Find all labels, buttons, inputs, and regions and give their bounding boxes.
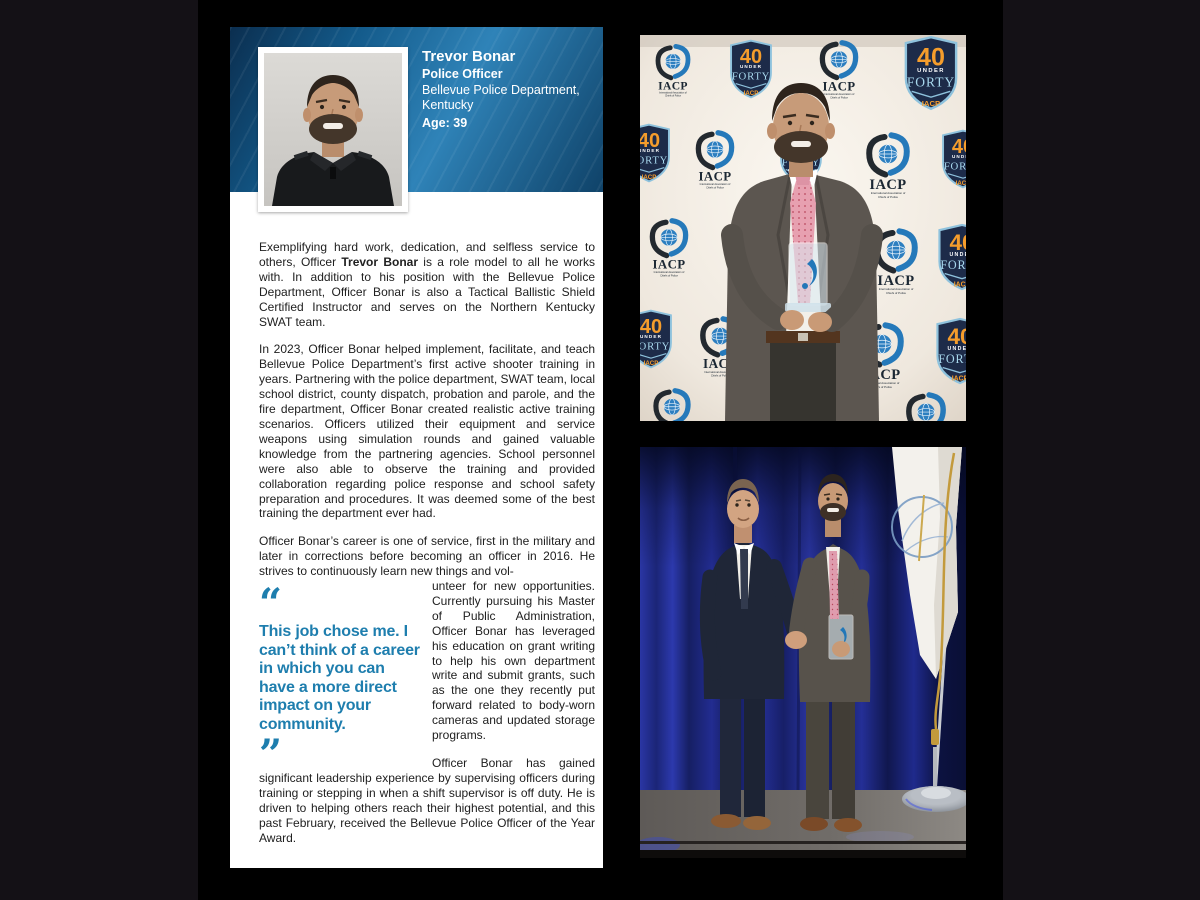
officer-name: Trevor Bonar xyxy=(422,48,516,65)
paragraph-3-continued: unteer for new opportunities. Currently pursuing his Master of Public Administration, Officer Bonar has leveraged his education on grant writing to help his own department write and submit grants, such as the one they recently put forward related to body-worn cameras and updated storage programs. xyxy=(432,579,595,743)
paragraph-1-bold-name: Trevor Bonar xyxy=(341,254,419,269)
officer-portrait-photo xyxy=(258,47,408,212)
paragraph-4: Officer Bonar has gained significant leadership experience by supervising officers during training or stepping in when a shift supervisor is off duty. He is driven to helping others reach their highest potential, and this past February, received the Bellevue Police Officer of the Year Award. xyxy=(259,756,595,845)
officer-age: Age: 39 xyxy=(422,116,468,130)
profile-body-text xyxy=(230,192,603,845)
officer-org-line1: Bellevue Police Department, xyxy=(422,83,580,97)
handshake-photo xyxy=(640,447,966,858)
paragraph-2: In 2023, Officer Bonar helped implement, facilitate, and teach Bellevue Police Department’s first active shooter training in years. Partnering with the police department, SWAT team, local school district, county dispatch, probation and parole, and the fire department, Officer Bonar created realistic active training scenarios. Officers utilized their equipment and service weapons using simulation rounds and gained valuable knowledge from the partnering agencies. School personnel were also able to observe the training and provided collaboration regarding police response and school safety preparation and procedures. It was deemed some of the best training the department ever had. xyxy=(259,342,595,521)
award-photo xyxy=(640,35,966,421)
officer-org-line2: Kentucky xyxy=(422,98,474,112)
stage-edge xyxy=(640,850,966,858)
close-quote-icon: ” xyxy=(259,731,281,779)
award-photo-illustration xyxy=(640,35,966,421)
handshake-hands xyxy=(785,631,807,649)
open-quote-icon: “ xyxy=(259,580,281,628)
profile-header-text xyxy=(422,47,595,132)
flag-tassel xyxy=(931,729,939,745)
portrait-illustration xyxy=(264,53,402,206)
profile-card xyxy=(230,27,603,868)
paragraph-3-intro: Officer Bonar’s career is one of service, first in the military and later in corrections before becoming an officer in 2016. He strives to continuously learn new things and vol- xyxy=(259,534,595,579)
award-trophy xyxy=(785,243,831,312)
pull-quote-text: This job chose me. I can’t think of a career in which you can have a more direct impact on your community. xyxy=(259,623,420,733)
paragraph-1 xyxy=(259,240,595,329)
officer-title: Police Officer xyxy=(422,67,503,81)
handshake-photo-illustration xyxy=(640,447,966,858)
quote-wrap-zone xyxy=(259,579,595,845)
paragraph-1-lead: Exemplifying hard work, dedication, and selfless service to others, Officer xyxy=(259,240,595,269)
profile-header xyxy=(230,27,603,192)
pull-quote xyxy=(259,580,423,779)
paragraph-1-rest: is a role model to all he works with. In addition to his position with the Bellevue Police Department, Officer Bonar is also a Tactical Ballistic Shield Certified Instructor and serves on the Northern Kentucky SWAT team. xyxy=(259,254,595,329)
